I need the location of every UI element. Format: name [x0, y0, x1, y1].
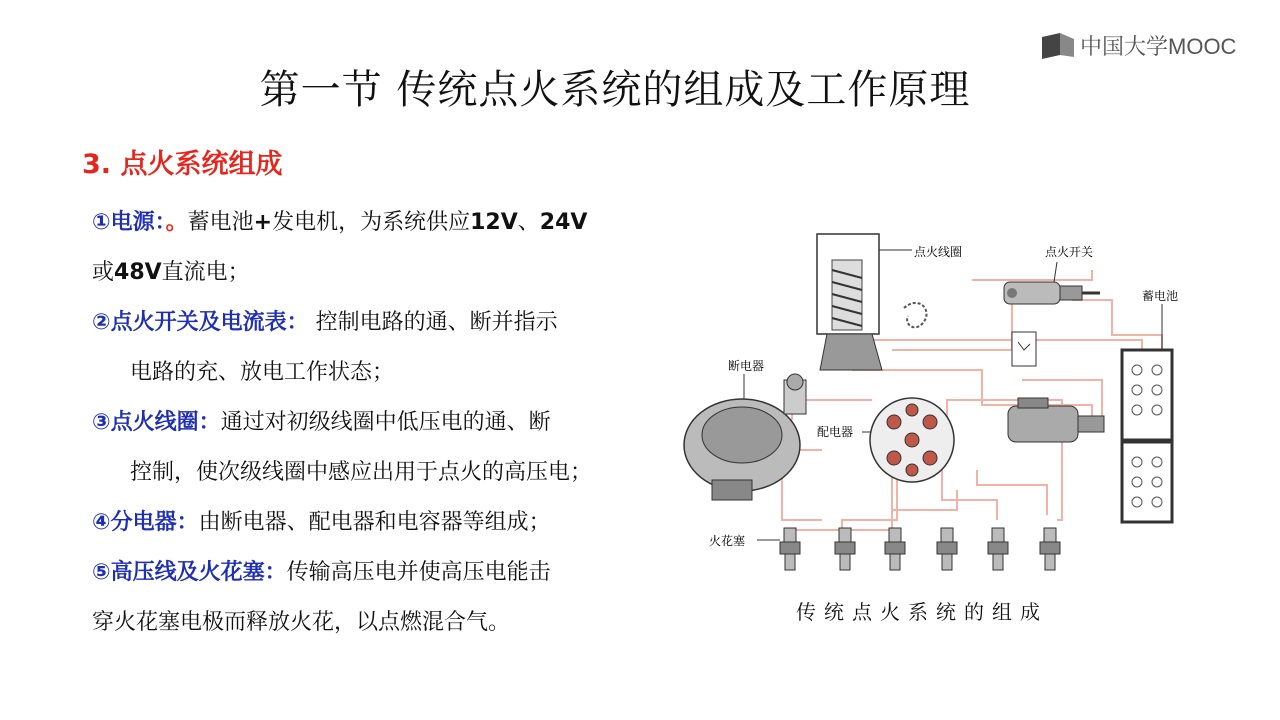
mooc-logo-icon [1040, 33, 1076, 59]
slide-title: 第一节 传统点火系统的组成及工作原理 [259, 67, 971, 113]
item-text: 蓄电池 [187, 210, 254, 235]
item-text: 发电机，为系统供应 [272, 210, 471, 235]
coil-label: 点火线圈 [914, 245, 963, 259]
list-item-distributor [92, 498, 682, 548]
spark-plug-2 [835, 528, 855, 570]
item-text: 直流电； [161, 260, 250, 285]
spark-plug-1 [780, 528, 800, 570]
spark-plugs [780, 528, 1060, 570]
item-label: ③点火线圈： [92, 410, 221, 435]
list-item-coil-cont: 控制，使次级线圈中感应出用于点火的高压电； [130, 460, 593, 485]
list-item-spark-cont: 穿火花塞电极而释放火花，以点燃混合气。 [92, 610, 511, 635]
battery [1122, 350, 1172, 522]
item-text: 传输高压电并使高压电能击 [286, 560, 551, 585]
spark-plug-6 [1040, 528, 1060, 570]
list-item-power [92, 198, 682, 248]
diagram-caption: 传统点火系统的组成 [796, 600, 1048, 624]
switch-label: 点火开关 [1045, 245, 1094, 259]
breaker [684, 374, 806, 500]
distributor-cap [870, 398, 954, 482]
spark-plug-4 [937, 528, 957, 570]
battery-label: 蓄电池 [1142, 289, 1179, 303]
red-dot-marker: 。 [165, 210, 188, 235]
item-label: ⑤高压线及火花塞： [92, 560, 287, 585]
list-item-coil [92, 398, 682, 448]
ammeter [1012, 332, 1036, 366]
voltage-value: 24V [539, 210, 588, 235]
item-text: 通过对初级线圈中低压电的通、断 [220, 410, 551, 435]
logo-text: 中国大学MOOC [1080, 34, 1237, 59]
item-text: 控制电路的通、断并指示 [315, 310, 558, 335]
voltage-value: 12V [470, 210, 518, 235]
spark-plug-label: 火花塞 [709, 534, 746, 548]
distributor-label: 配电器 [817, 425, 854, 439]
ignition-system-diagram [672, 220, 1272, 620]
list-item-switch-cont: 电路的充、放电工作状态； [130, 360, 395, 385]
item-text: 由断电器、配电器和电容器等组成； [198, 510, 551, 535]
spark-plug-3 [885, 528, 905, 570]
list-item-spark [92, 548, 682, 598]
content-list [92, 198, 682, 648]
mooc-logo [1040, 30, 1236, 61]
voltage-value: 48V [114, 260, 162, 285]
item-label: ①电源： [92, 210, 166, 235]
section-heading: 3. 点火系统组成 [82, 149, 283, 180]
item-text: + [253, 210, 273, 235]
item-text: 或 [92, 260, 115, 285]
list-item-power-cont [92, 248, 682, 298]
list-item-switch [92, 298, 682, 348]
breaker-label: 断电器 [728, 359, 765, 373]
item-label: ②点火开关及电流表： [92, 310, 309, 335]
spark-plug-5 [988, 528, 1008, 570]
item-label: ④分电器： [92, 510, 199, 535]
item-text: 、 [517, 210, 540, 235]
